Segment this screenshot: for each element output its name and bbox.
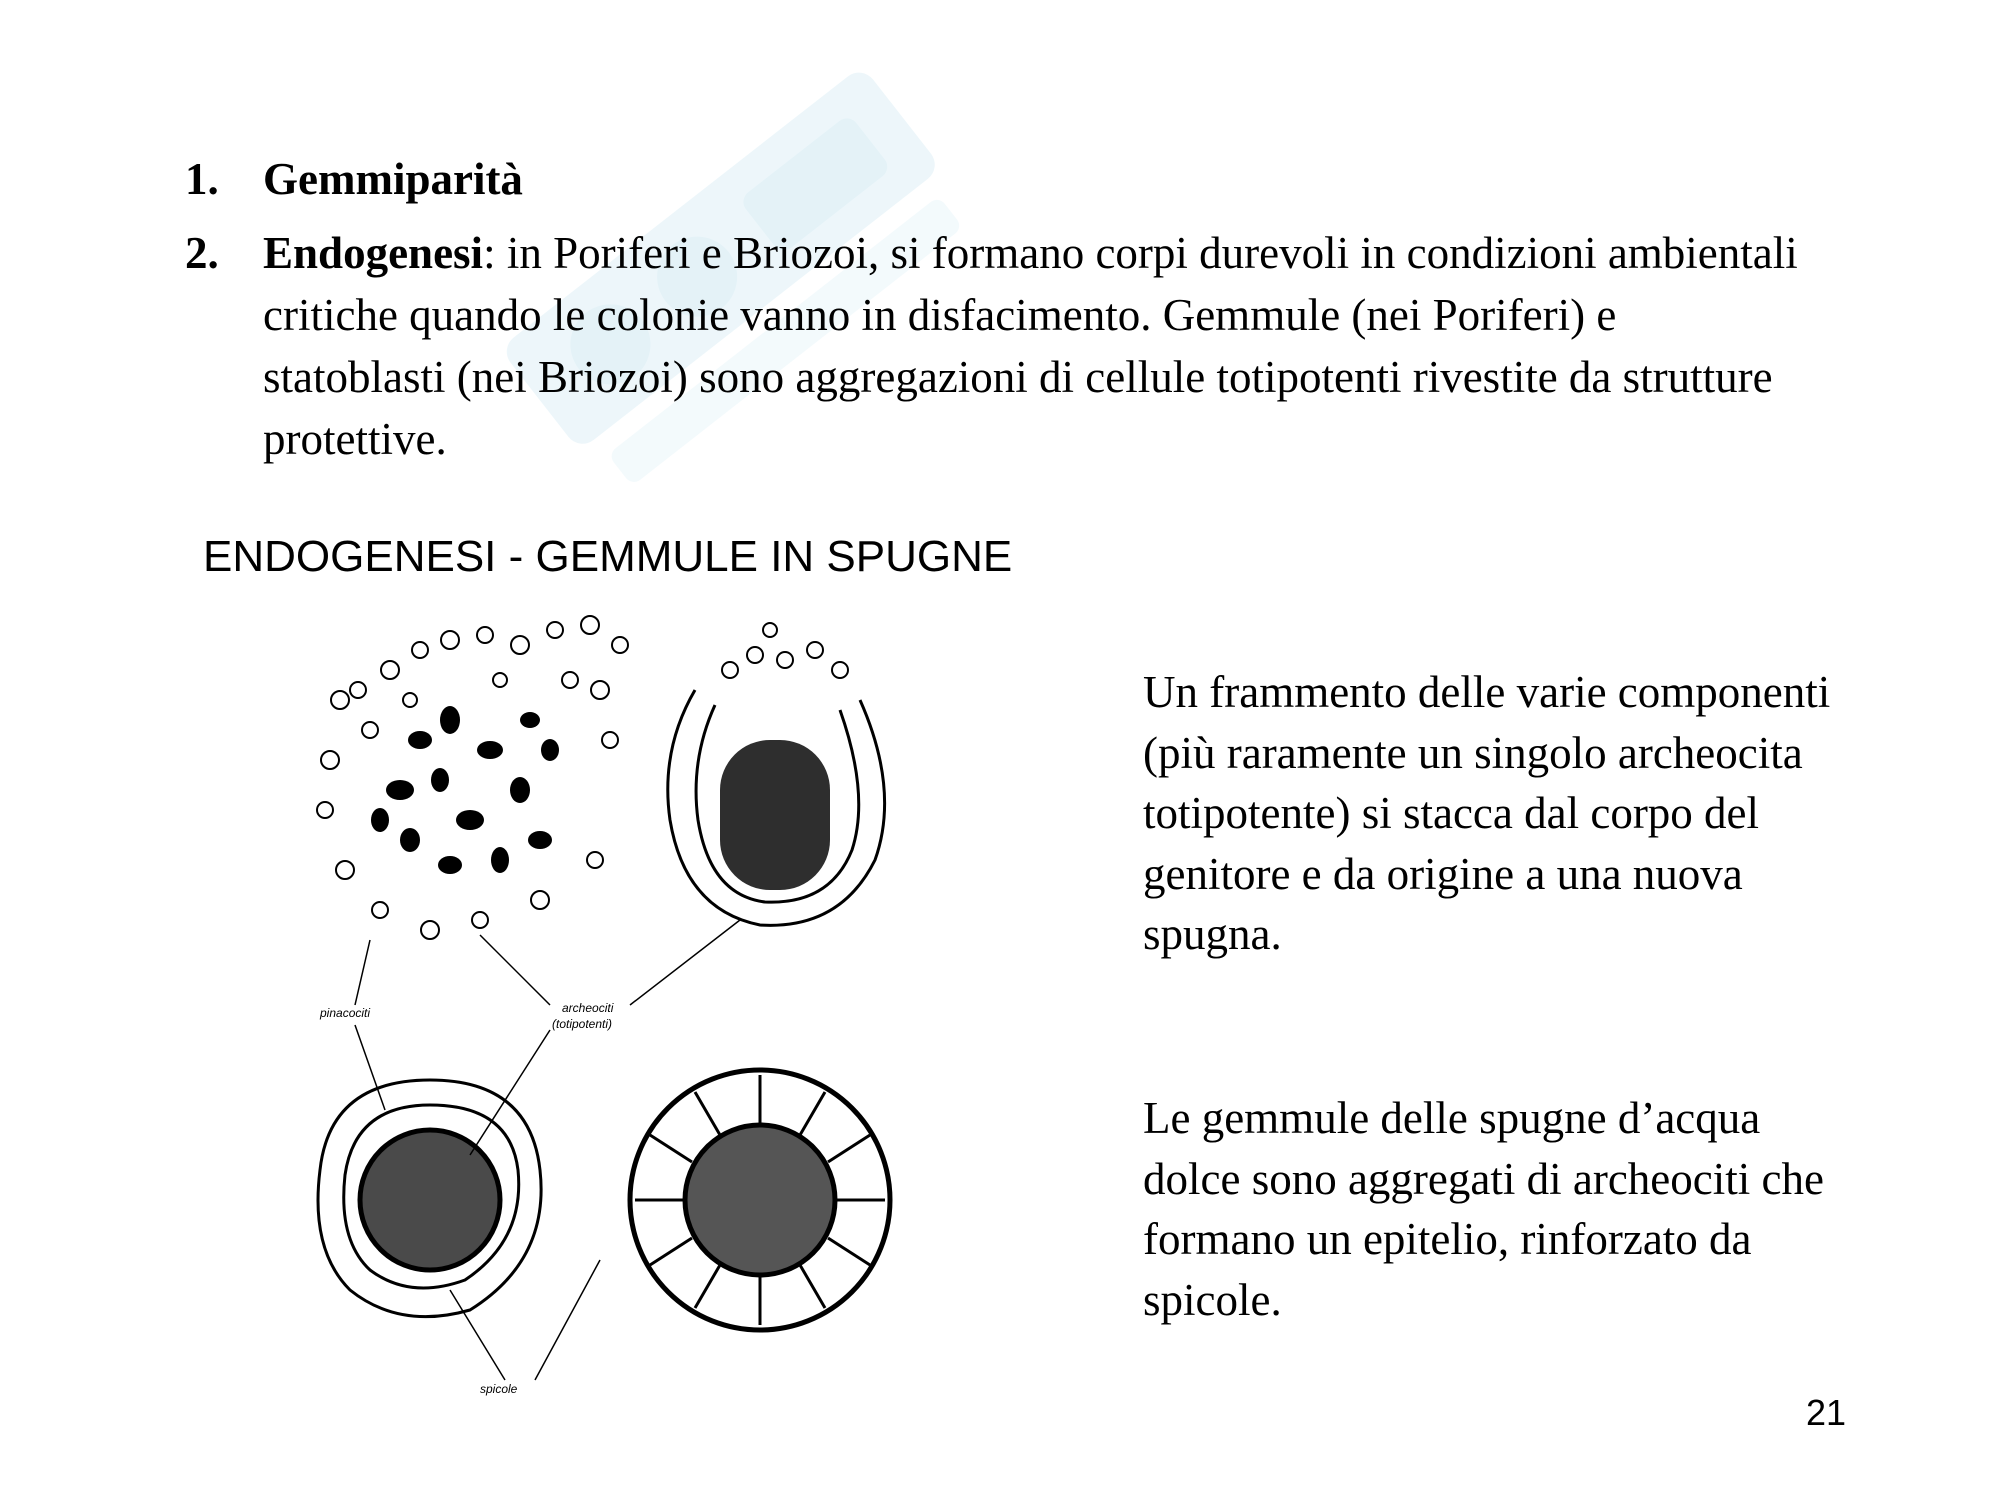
list-number: 1. xyxy=(185,154,219,204)
reproduction-list xyxy=(185,148,1805,482)
list-item xyxy=(185,222,1805,470)
gemmule-diagram xyxy=(300,610,1000,1400)
list-item xyxy=(185,148,1805,210)
page-number: 21 xyxy=(1806,1392,1847,1433)
list-term: Endogenesi xyxy=(263,228,484,278)
section-title: ENDOGENESI - GEMMULE IN SPUGNE xyxy=(203,532,1013,581)
fragment-cell-cluster xyxy=(317,616,628,939)
list-number: 2. xyxy=(185,228,219,278)
list-term: Gemmiparità xyxy=(263,154,523,204)
label-pinacociti: pinacociti xyxy=(320,1006,371,1020)
fragment-paragraph: Un frammento delle varie componenti (più raramente un singolo archeocita totipotente) si stacca dal corpo del genitore e da origine a una nuova spugna. xyxy=(1143,667,1831,959)
gemmule-paragraph: Le gemmule delle spugne d’acqua dolce sono aggregati di archeociti che formano un epitelio, rinforzato da spicole. xyxy=(1143,1093,1824,1325)
label-archeociti: archeociti xyxy=(562,1001,614,1015)
label-totipotenti: (totipotenti) xyxy=(552,1017,613,1031)
label-spicole: spicole xyxy=(480,1382,518,1396)
mature-gemmule xyxy=(630,1070,890,1330)
list-text: : in Poriferi e Briozoi, si formano corpi durevoli in condizioni ambientali critiche quando le colonie vanno in disfacimento. Gemmule (nei Poriferi) e statoblasti (nei Briozoi) sono aggregazioni di cellule totipotenti rivestite da strutture protettive. xyxy=(263,228,1798,464)
